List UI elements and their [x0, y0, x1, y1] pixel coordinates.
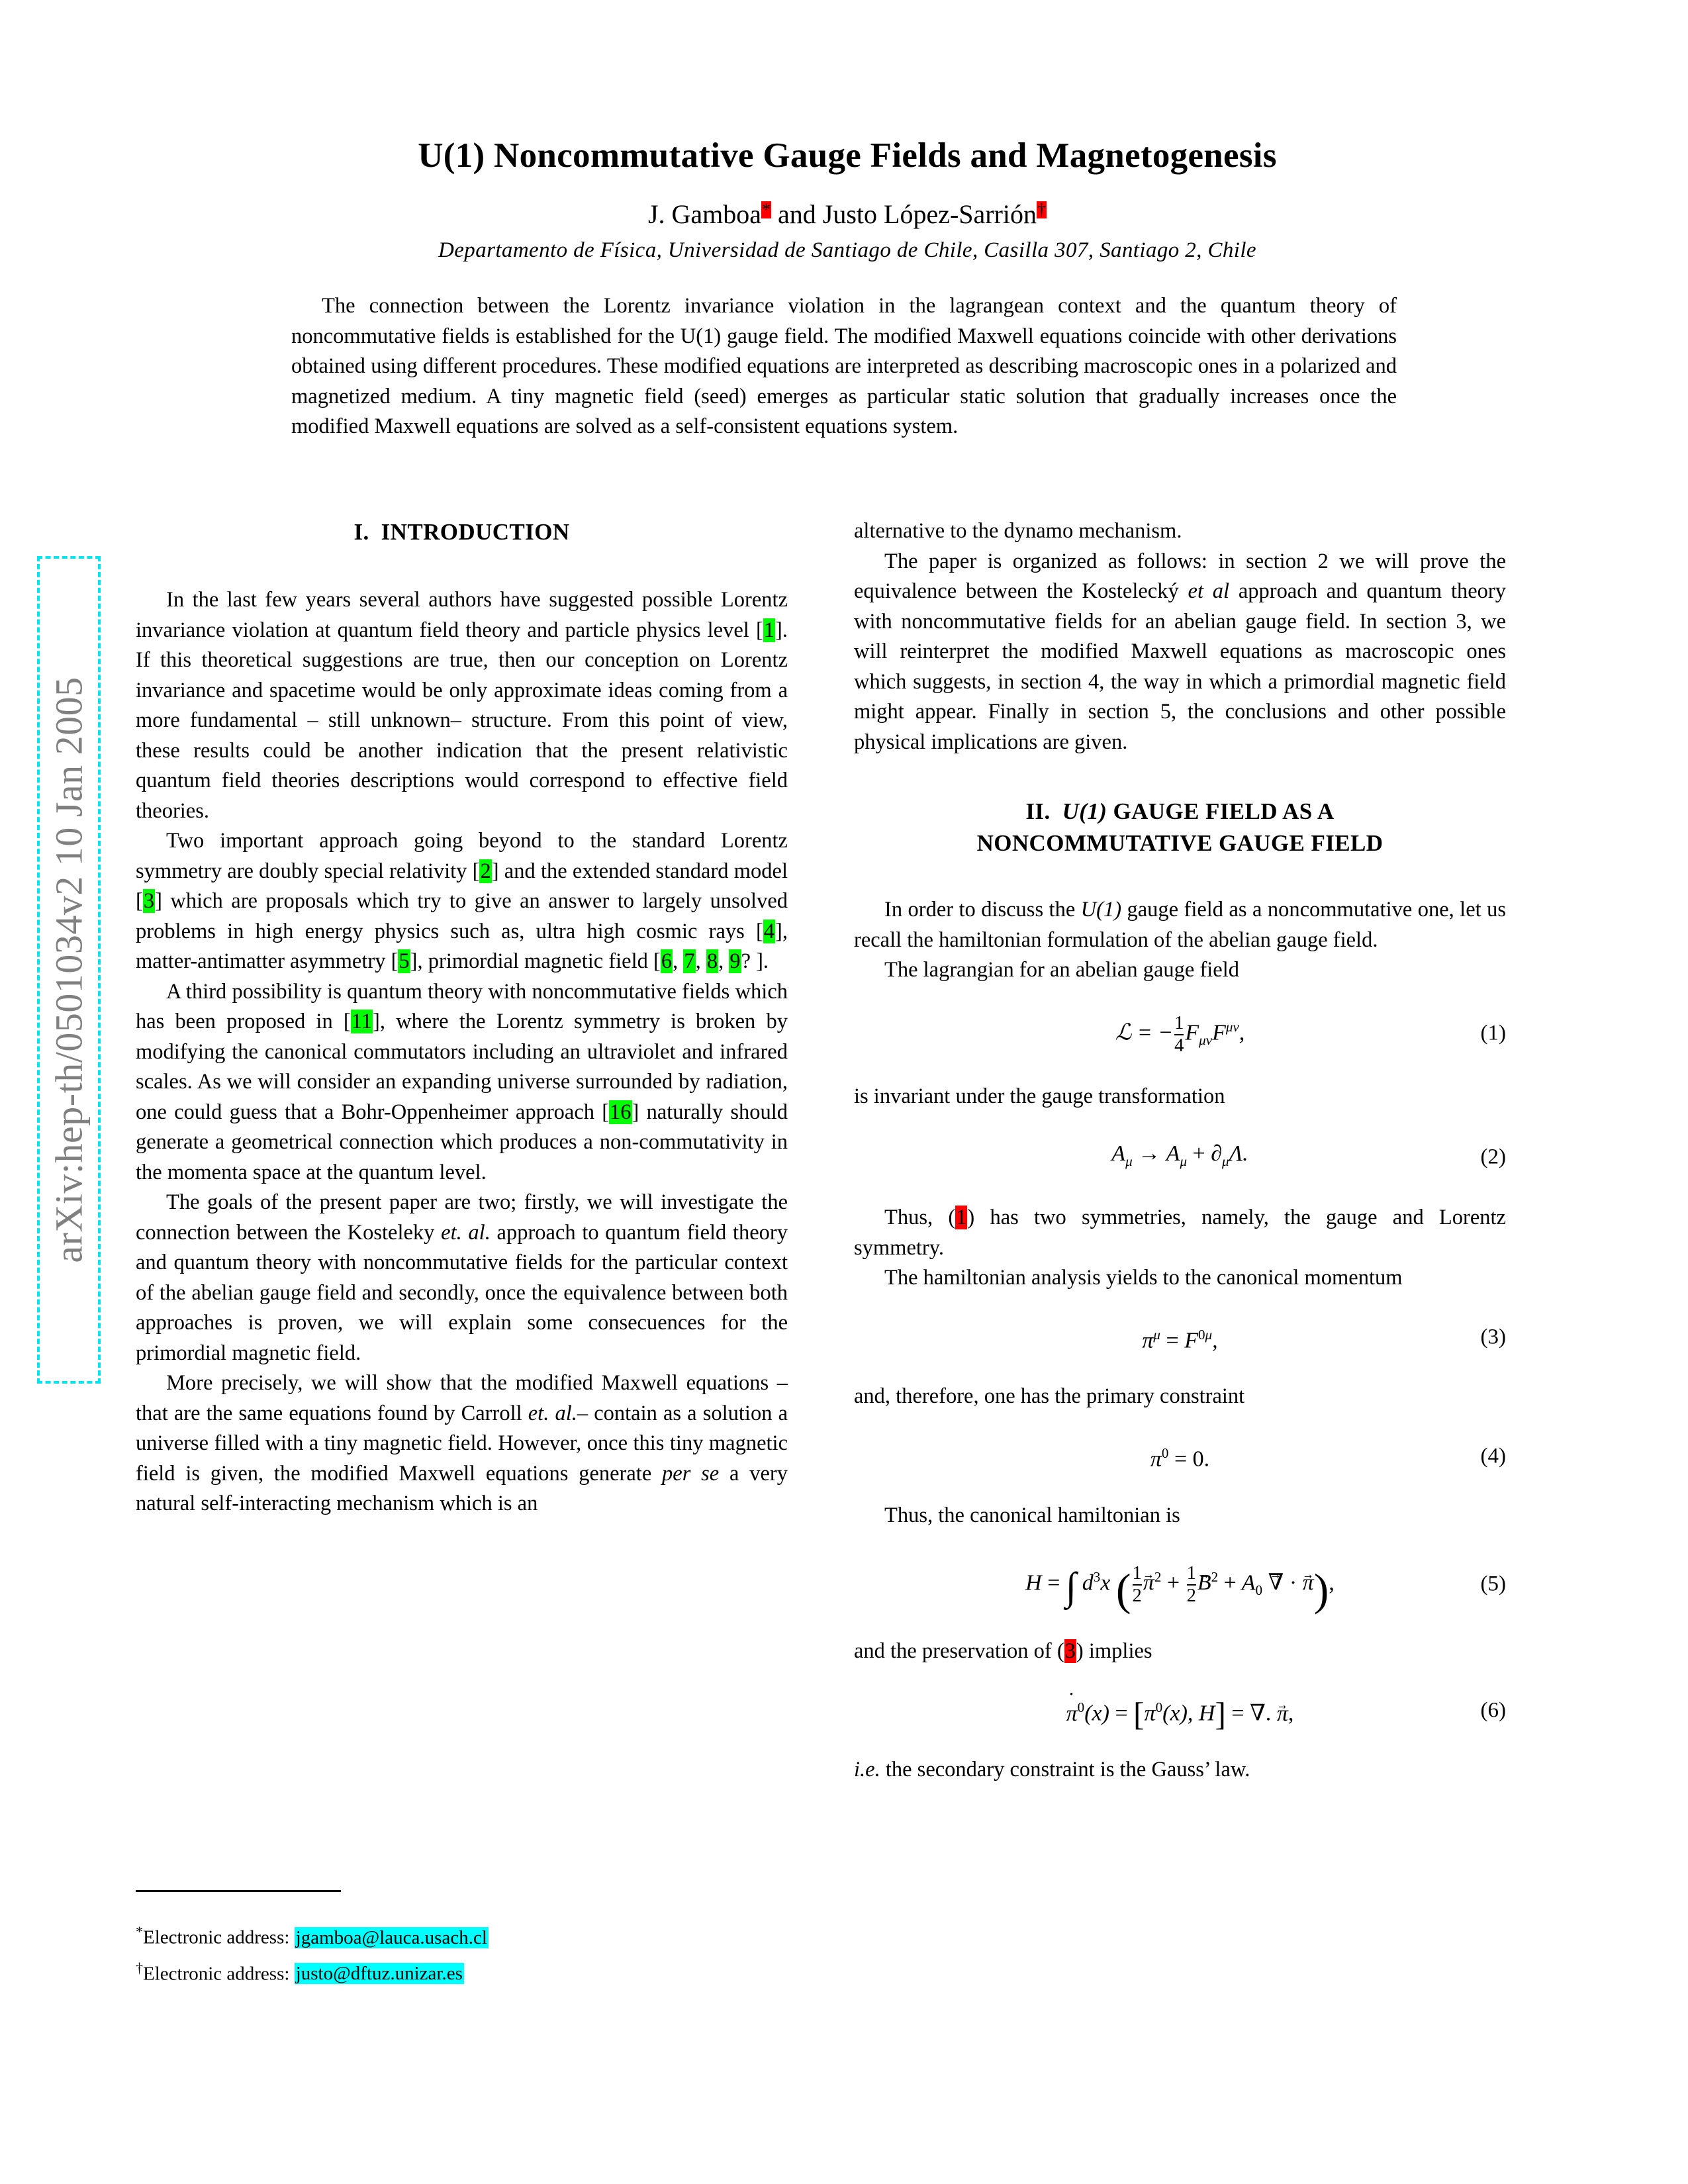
citation-link-16[interactable]: 16 — [610, 1100, 632, 1124]
footnote-divider — [136, 1890, 341, 1892]
text-fragment: ) has two symmetries, namely, the gauge and Lorentz symmetry. — [854, 1206, 1506, 1260]
affiliation: Departamento de Física, Universidad de Santiago de Chile, Casilla 307, Santiago 2, Chile — [438, 238, 1256, 262]
equation-2-tag: (2) — [1480, 1145, 1506, 1169]
equation-4-tag: (4) — [1480, 1443, 1506, 1468]
section-label-math: U(1) — [1062, 798, 1107, 824]
citation-link-2[interactable]: 2 — [480, 859, 491, 883]
text-fragment: contain as a solution a universe filled with a tiny magnetic field. However, once this tiny magnetic field is given, the modified Maxwell equations generate — [136, 1401, 788, 1486]
equation-6-tag: (6) — [1480, 1698, 1506, 1723]
text-fragment: In the last few years several authors have suggested possible Lorentz invariance violation at quantum field theory and particle physics level [ — [136, 588, 788, 642]
citation-link-5[interactable]: 5 — [399, 949, 410, 973]
text-fragment: The paper is organized as follows: in section 2 we will prove the equivalence between the Kostelecký — [854, 549, 1506, 603]
author-list — [225, 199, 1470, 230]
section-number: I. — [353, 519, 369, 545]
footnote-block — [136, 1917, 791, 1989]
equation-4 — [854, 1439, 1506, 1474]
equation-5-body: H = ∫ $d^3x$ ( $\frac{1}{2}$ π →$^2$ + $\frac{1}{2}$ $B \to^2 + A_0$ ∇ → · π →), — [1025, 1562, 1335, 1606]
equation-5-tag: (5) — [1480, 1572, 1506, 1596]
equation-3-body: $\pi^\mu = F^{0\mu}$, — [1142, 1326, 1218, 1353]
equation-reference-1[interactable]: 1 — [956, 1206, 967, 1229]
text-emphasis: i.e. — [854, 1758, 880, 1782]
equation-1-tag: (1) — [1480, 1021, 1506, 1045]
citation-link-4[interactable]: 4 — [763, 919, 775, 943]
section-label: INTRODUCTION — [381, 519, 570, 545]
footnote-label-1: Electronic address: — [143, 1926, 295, 1948]
equation-1 — [854, 1012, 1506, 1056]
text-fragment: ], matter-antimatter asymmetry [ — [136, 919, 788, 973]
text-fragment: The goals of the present paper are two; firstly, we will investigate the connection between the Kosteleky — [136, 1190, 788, 1245]
equation-2 — [854, 1139, 1506, 1176]
citation-link-3[interactable]: 3 — [143, 889, 155, 913]
paragraph-intro-5 — [136, 1368, 788, 1519]
text-fragment: ] which are proposals which try to give an answer to largely unsolved problems in high energy physics such as, ultra high cosmic rays [ — [136, 889, 788, 943]
text-fragment: ) implies — [1076, 1638, 1152, 1663]
text-fragment: ] naturally should generate a geometrical connection which produces a non-commutativity in the momenta space at the quantum level. — [136, 1100, 788, 1184]
citation-link-1[interactable]: 1 — [763, 618, 775, 642]
footnote-marker-1: * — [136, 1923, 143, 1940]
citation-link-11[interactable]: 11 — [351, 1010, 373, 1033]
email-link-1[interactable]: jgamboa@lauca.usach.cl — [295, 1926, 487, 1948]
paragraph-right-5 — [854, 1203, 1506, 1263]
equation-4-body: $\pi^0 = 0$. — [1150, 1445, 1210, 1472]
paragraph-intro-3 — [136, 977, 788, 1188]
text-fragment: gauge field as a noncommutative one, let us recall the hamiltonian formulation of the abelian gauge field. — [854, 898, 1506, 952]
text-fragment: and the preservation of ( — [854, 1638, 1064, 1663]
footnote-marker-2: † — [136, 1959, 143, 1976]
citation-link-8[interactable]: 8 — [706, 949, 718, 973]
author-name-second: Justo López-Sarrión — [822, 199, 1037, 229]
text-fragment: More precisely, we will show that the modified Maxwell equations –that are the same equations found by Carroll — [136, 1371, 788, 1425]
paragraph-right-4: is invariant under the gauge transformation — [854, 1084, 1225, 1109]
paragraph-right-3: The lagrangian for an abelian gauge field — [884, 958, 1239, 982]
text-fragment: A third possibility is quantum theory with noncommutative fields which has been proposed in [ — [136, 979, 788, 1033]
left-column — [136, 516, 788, 1519]
citation-link-6[interactable]: 6 — [661, 949, 673, 973]
equation-6 — [854, 1693, 1506, 1733]
section-label-line1: GAUGE FIELD AS A — [1113, 798, 1335, 824]
footnote-label-2: Electronic address: — [143, 1963, 295, 1985]
footnote-item-2 — [136, 1953, 791, 1989]
paragraph-intro-2: Two important approach going beyond to the standard Lorentz symmetry are doubly special relativity [2] and the extended standard model [3] which are proposals which try to give an answer to largely unsolved problems in high energy physics such as, ultra high cosmic rays [4], matter-antimatter asymmetry [5], primordial magnetic field [6, 7, 8, 9? ]. — [136, 829, 788, 973]
text-fragment: In order to discuss the — [884, 898, 1081, 922]
text-fragment: a very natural self-interacting mechanism which is an — [136, 1461, 788, 1515]
equation-2-body: $A_\mu \to A_\mu + \partial_\mu\Lambda$. — [1111, 1141, 1248, 1169]
paragraph-right-6: The hamiltonian analysis yields to the canonical momentum — [884, 1266, 1403, 1290]
text-emphasis: et al — [1188, 579, 1230, 603]
equation-5 — [854, 1562, 1506, 1615]
equation-3-tag: (3) — [1480, 1325, 1506, 1349]
inline-math-u1: U(1) — [1080, 898, 1122, 922]
text-fragment: Two important approach going beyond to the standard Lorentz symmetry are doubly special relativity [ — [136, 829, 788, 883]
text-fragment: Thus, ( — [884, 1206, 956, 1229]
paragraph-intro-4 — [136, 1188, 788, 1368]
text-emphasis: et. al. — [441, 1220, 491, 1245]
section-number: II. — [1025, 798, 1051, 824]
text-fragment: ]. If this theoretical suggestions are true, then our conception on Lorentz invariance and spacetime would be only approximate ideas coming from a more fundamental – still unknown– structure. From this point of view, these results could be another indication that the present relativistic quantum field theories descriptions would correspond to effective field theories. — [136, 618, 788, 823]
section-heading-introduction — [136, 516, 788, 548]
arxiv-identifier-text: arXiv:hep-th/0501034v2 10 Jan 2005 — [47, 677, 91, 1263]
citation-link-9[interactable]: 9 — [729, 949, 741, 973]
footnote-item-1 — [136, 1917, 791, 1953]
text-fragment: ? ]. — [741, 949, 769, 973]
paragraph-right-0: alternative to the dynamo mechanism. — [854, 519, 1182, 543]
email-link-2[interactable]: justo@dftuz.unizar.es — [295, 1963, 463, 1985]
author-footnote-marker-1[interactable]: * — [762, 200, 771, 219]
paragraph-right-9 — [854, 1637, 1506, 1667]
text-emphasis: per se — [662, 1461, 720, 1486]
author-footnote-marker-2[interactable]: † — [1037, 200, 1047, 219]
paragraph-intro-1 — [136, 585, 788, 826]
text-fragment: ], where the Lorentz symmetry is broken by modifying the canonical commutators including an ultraviolet and infrared scales. As we will consider an expanding universe surrounded by radiation, one could guess that a Bohr-Oppenheimer approach [ — [136, 1010, 788, 1124]
section-heading-gauge-field — [854, 796, 1506, 859]
paragraph-right-1 — [854, 547, 1506, 758]
paragraph-right-10 — [854, 1755, 1506, 1785]
paragraph-right-2 — [854, 895, 1506, 955]
text-fragment: approach to quantum field theory and quantum theory with noncommutative fields for the particular context of the abelian gauge field and secondly, once the equivalence between both approaches is proven, we will explain some consecuences for the primordial magnetic field. — [136, 1220, 788, 1365]
abstract: The connection between the Lorentz invariance violation in the lagrangean context and the quantum theory of noncommutative fields is established for the U(1) gauge field. The modified Maxwell equations coincide with other derivations obtained using different procedures. These modified equations are interpreted as describing macroscopic ones in a polarized and magnetized medium. A tiny magnetic field (seed) emerges as particular static solution that gradually increases once the modified Maxwell equations are solved as a self-consistent equations system. — [291, 294, 1397, 438]
equation-6-body: π ˙$^0$(x) = [$\pi^0(x)$, H] = ∇. π →, — [1066, 1693, 1294, 1729]
text-fragment: ] and the extended standard model [ — [136, 859, 788, 913]
text-fragment: approach and quantum theory with noncommutative fields for an abelian gauge field. In section 3, we will reinterpret the modified Maxwell equations as macroscopic ones which suggests, in section 4, the way in which a primordial magnetic field might appear. Finally in section 5, the conclusions and other possible physical implications are given. — [854, 579, 1506, 754]
author-name-first: J. Gamboa — [647, 199, 762, 229]
page-title: U(1) Noncommutative Gauge Fields and Magnetogenesis — [418, 136, 1277, 175]
citation-link-7[interactable]: 7 — [684, 949, 695, 973]
text-fragment: ], primordial magnetic field [ — [410, 949, 661, 973]
paragraph-right-8: Thus, the canonical hamiltonian is — [884, 1503, 1180, 1527]
section-label-line2: NONCOMMUTATIVE GAUGE FIELD — [976, 830, 1383, 856]
equation-reference-3[interactable]: 3 — [1064, 1638, 1076, 1663]
equation-1-body: ℒ = − $\frac{1}{4}$ $F_{\mu\nu}F^{\mu\nu}$, — [1115, 1012, 1245, 1056]
right-column — [854, 516, 1506, 1785]
author-conjunction: and — [778, 199, 816, 229]
paragraph-right-7: and, therefore, one has the primary constraint — [854, 1384, 1245, 1409]
text-fragment: the secondary constraint is the Gauss’ law. — [880, 1758, 1250, 1782]
text-emphasis: et. al.– — [528, 1401, 588, 1425]
equation-3 — [854, 1320, 1506, 1356]
